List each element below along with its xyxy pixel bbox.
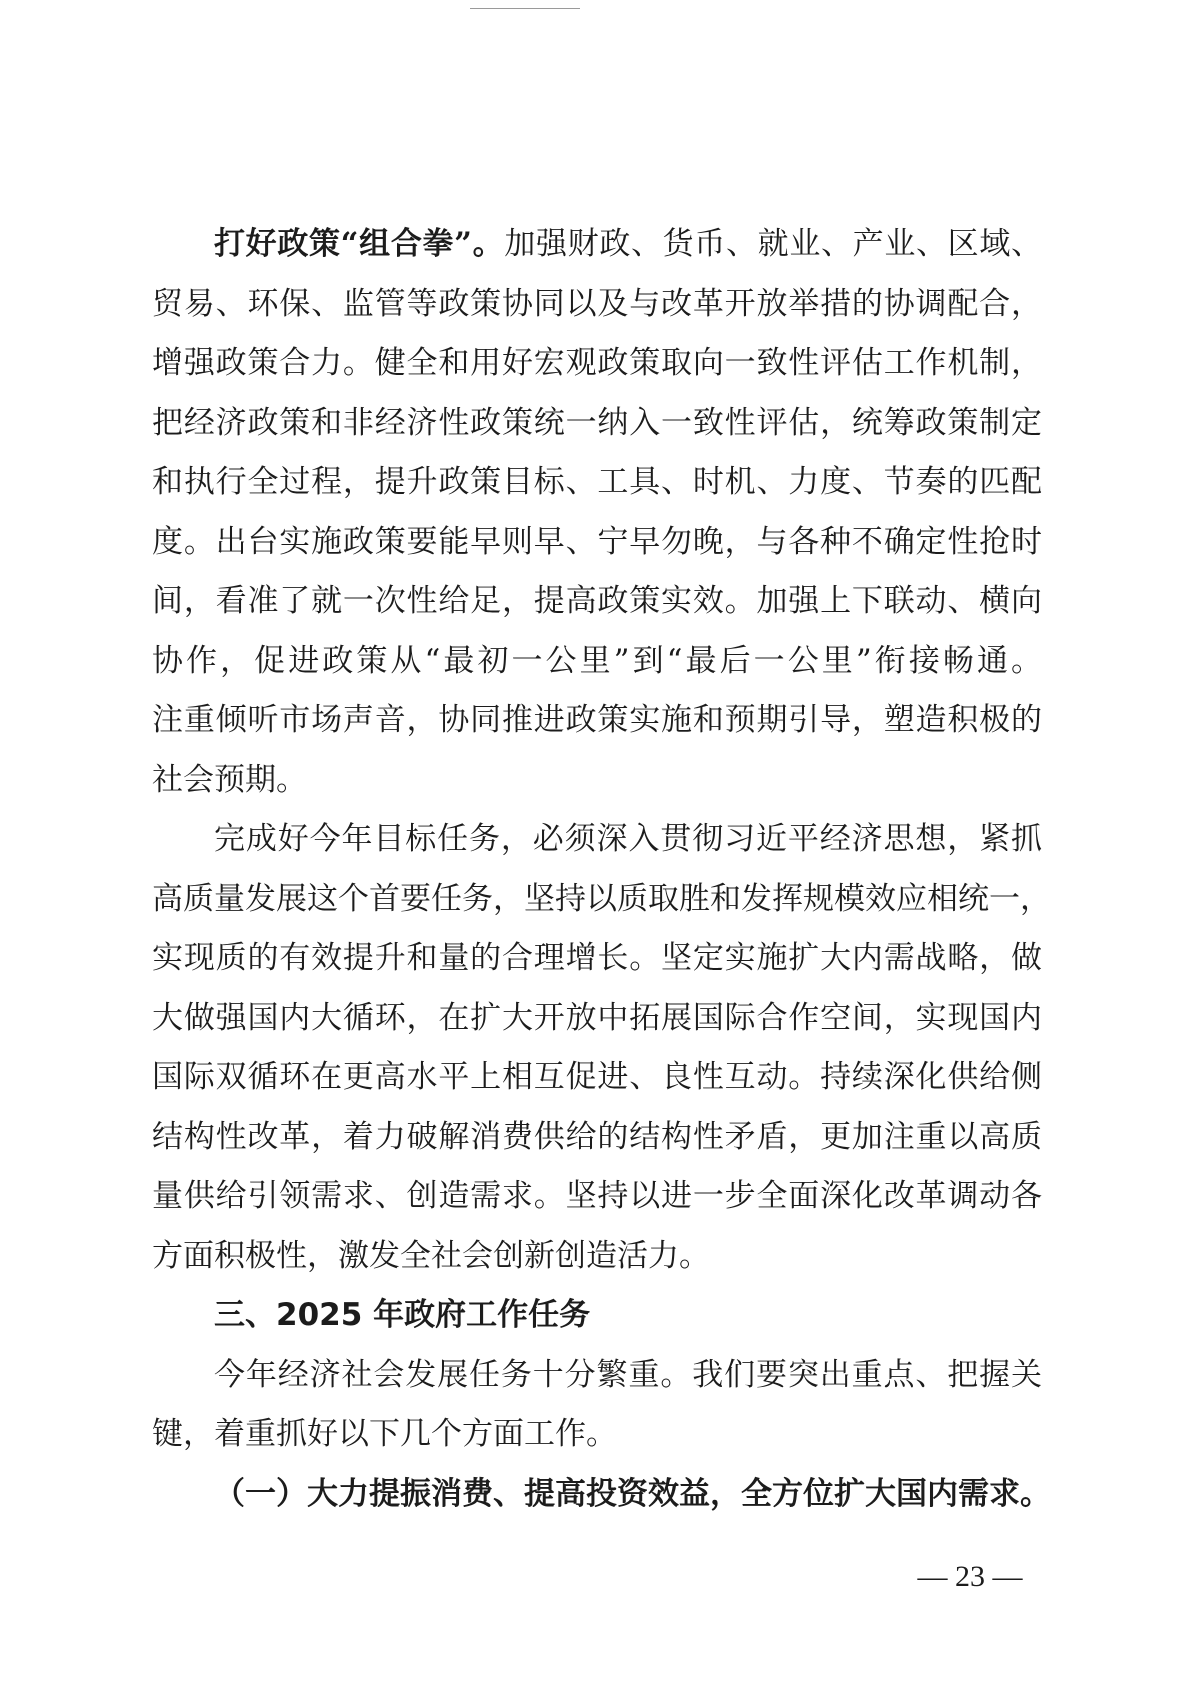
paragraph-2-line-6: 结构性改革，着力破解消费供给的结构性矛盾，更加注重以高质: [152, 1118, 1042, 1155]
document-body: [152, 215, 1051, 1524]
paragraph-2-line-8: 方面积极性，激发全社会创新创造活力。: [152, 1237, 710, 1274]
intro-line-2: 键，着重抓好以下几个方面工作。: [152, 1416, 617, 1452]
paragraph-1-line-6: 度。出台实施政策要能早则早、宁早勿晚，与各种不确定性抢时: [152, 523, 1042, 560]
paragraph-lead: 打好政策“组合拳”。: [214, 226, 505, 262]
subsection-heading: （一）大力提振消费、提高投资效益，全方位扩大国内需求。: [214, 1475, 1051, 1512]
paragraph-2-line-7: 量供给引领需求、创造需求。坚持以进一步全面深化改革调动各: [152, 1178, 1042, 1214]
paragraph-1-line-3: 增强政策合力。健全和用好宏观政策取向一致性评估工作机制，: [152, 345, 1042, 381]
paragraph-1-line-1: [152, 215, 1042, 275]
page-number: — 23 —: [917, 1560, 1023, 1593]
paragraph-1-line-7: 间，看准了就一次性给足，提高政策实效。加强上下联动、横向: [152, 583, 1042, 619]
paragraph-1-line-8: 协作，促进政策从“最初一公里”到“最后一公里”衔接畅通。: [152, 642, 1042, 679]
paragraph-text: 加强财政、货币、就业、产业、区域、: [504, 226, 1042, 262]
intro-line-1: 今年经济社会发展任务十分繁重。我们要突出重点、把握关: [214, 1356, 1042, 1393]
section-heading: 三、2025 年政府工作任务: [214, 1297, 591, 1333]
paragraph-2-line-1: 完成好今年目标任务，必须深入贯彻习近平经济思想，紧抓: [214, 821, 1042, 857]
paragraph-2-line-2: 高质量发展这个首要任务，坚持以质取胜和发挥规模效应相统一，: [152, 880, 1051, 917]
paragraph-1-line-5: 和执行全过程，提升政策目标、工具、时机、力度、节奏的匹配: [152, 464, 1042, 500]
top-rule: [470, 8, 580, 9]
paragraph-2-line-4: 大做强国内大循环，在扩大开放中拓展国际合作空间，实现国内: [152, 999, 1042, 1036]
paragraph-1-line-4: 把经济政策和非经济性政策统一纳入一致性评估，统筹政策制定: [152, 404, 1042, 441]
paragraph-1-line-9: 注重倾听市场声音，协同推进政策实施和预期引导，塑造积极的: [152, 702, 1042, 738]
paragraph-2-line-5: 国际双循环在更高水平上相互促进、良性互动。持续深化供给侧: [152, 1059, 1042, 1095]
paragraph-1-line-10: 社会预期。: [152, 761, 307, 798]
paragraph-2-line-3: 实现质的有效提升和量的合理增长。坚定实施扩大内需战略，做: [152, 940, 1042, 976]
paragraph-1-line-2: 贸易、环保、监管等政策协同以及与改革开放举措的协调配合，: [152, 285, 1042, 322]
